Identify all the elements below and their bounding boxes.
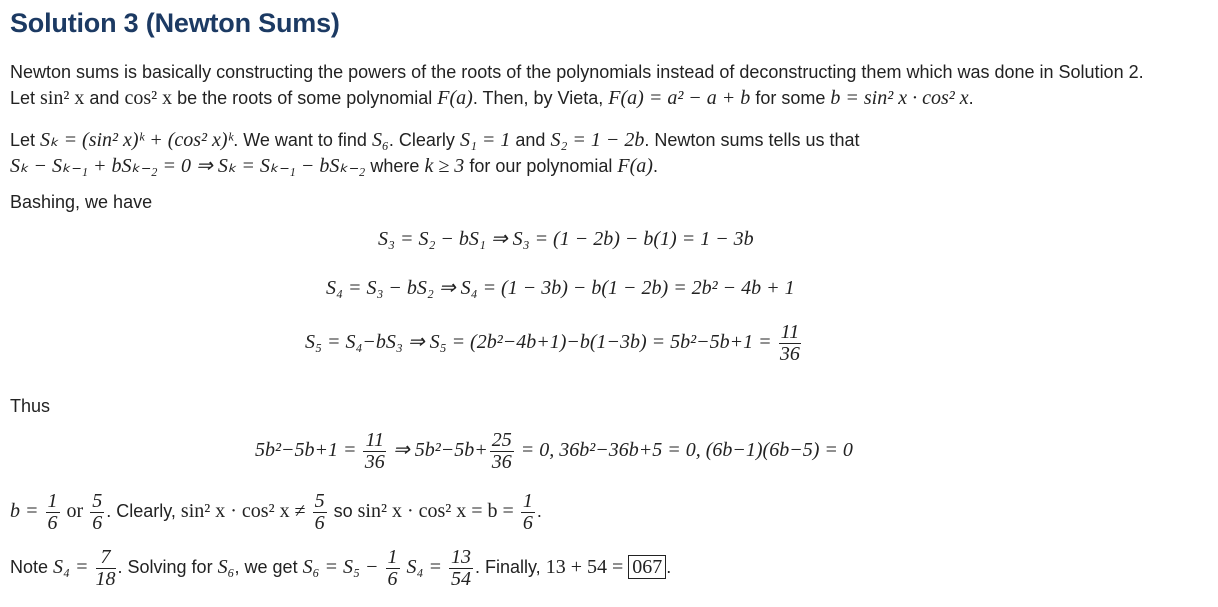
- math-sin-cos-eq-b: sin² x · cos² x = b =: [357, 500, 514, 522]
- numerator: 1: [387, 545, 398, 568]
- fraction-1-6: [386, 547, 400, 590]
- numerator: 11: [365, 429, 384, 451]
- numerator: 1: [47, 489, 58, 512]
- math-s4-term: S₄ =: [406, 556, 442, 578]
- denominator: 54: [451, 567, 471, 590]
- math-s6: S₆: [217, 556, 235, 578]
- math-sin-squared: sin² x: [40, 87, 85, 109]
- equation-quadratic-rhs: = 0, 36b²−36b+5 = 0, (6b−1)(6b−5) = 0: [520, 439, 853, 462]
- math-b-equals: b =: [10, 500, 39, 522]
- text: . Then, by Vieta,: [472, 88, 604, 108]
- fraction-13-54: [449, 547, 473, 590]
- math-or: or: [66, 500, 84, 522]
- paragraph-b-values: [10, 490, 542, 534]
- math-s4-equals: S₄ =: [53, 556, 89, 578]
- text: so: [333, 501, 353, 521]
- numerator: 13: [451, 545, 471, 568]
- text: for our polynomial: [469, 156, 613, 176]
- math-sin-cos-neq: sin² x · cos² x ≠: [180, 500, 306, 522]
- math-polynomial: F(a): [617, 155, 653, 177]
- fraction-25-36: [490, 430, 514, 473]
- denominator: 6: [92, 511, 103, 534]
- numerator: 1: [522, 489, 533, 512]
- text: be the roots of some polynomial: [177, 88, 433, 108]
- numerator: 11: [780, 321, 800, 343]
- text: . Finally,: [475, 557, 541, 577]
- paragraph-newton-line-1: [10, 128, 860, 152]
- fraction-5-6: [90, 491, 104, 534]
- thus-text: Thus: [10, 396, 51, 416]
- math-cos-squared: cos² x: [124, 87, 173, 109]
- numerator: 5: [92, 489, 103, 512]
- math-k-condition: k ≥ 3: [424, 155, 465, 177]
- fraction-7-18: [96, 547, 116, 590]
- equation-s5: [305, 322, 803, 365]
- math-b-definition: b = sin² x · cos² x: [830, 87, 969, 109]
- math-recurrence: Sₖ − Sₖ₋₁ + bSₖ₋₂ = 0 ⇒ Sₖ = Sₖ₋₁ − bSₖ₋₂: [10, 155, 366, 177]
- fraction-11-36: [779, 322, 802, 365]
- text: . Clearly,: [106, 501, 176, 521]
- equation-quadratic-lhs: 5b²−5b+1 =: [255, 439, 357, 462]
- math-vieta-polynomial: F(a) = a² − a + b: [608, 87, 751, 109]
- fraction-5-6: [313, 491, 327, 534]
- denominator: 6: [387, 567, 398, 590]
- math-s6: S₆: [371, 129, 389, 151]
- text: and: [515, 130, 546, 150]
- equation-s4: S₄ = S₃ − bS₂ ⇒ S₄ = (1 − 3b) − b(1 − 2b) = 2b² − 4b + 1: [326, 277, 795, 299]
- denominator: 36: [491, 451, 512, 473]
- equation-s3: S₃ = S₂ − bS₁ ⇒ S₃ = (1 − 2b) − b(1) = 1 − 3b: [378, 228, 754, 250]
- equation-quadratic: [255, 430, 853, 473]
- equation-quadratic-mid: ⇒ 5b²−5b+: [393, 439, 488, 462]
- text: for some: [755, 88, 826, 108]
- math-s1: S₁ = 1: [459, 129, 511, 151]
- denominator: 36: [779, 343, 800, 365]
- numerator: 7: [96, 547, 116, 569]
- math-s6-formula: S₆ = S₅ −: [302, 556, 379, 578]
- paragraph-intro-line-2: [10, 86, 974, 110]
- denominator: 18: [95, 567, 116, 590]
- text: . We want to find: [233, 130, 367, 150]
- bashing-text: Bashing, we have: [10, 192, 153, 212]
- paragraph-intro-line-1: Newton sums is basically constructing the powers of the roots of the polynomials instead of deconstructing them which was done in Solution 2.: [10, 62, 1144, 82]
- math-sum: 13 + 54 =: [545, 556, 624, 578]
- numerator: 25: [491, 429, 512, 451]
- math-polynomial: F(a): [437, 87, 473, 109]
- text: Let: [10, 88, 36, 108]
- solution-heading: Solution 3 (Newton Sums): [10, 8, 340, 38]
- fraction-1-6: [521, 491, 535, 534]
- denominator: 6: [314, 511, 325, 534]
- text: .: [968, 88, 974, 108]
- text: . Solving for: [117, 557, 213, 577]
- denominator: 6: [522, 511, 533, 534]
- text: . Newton sums tells us that: [644, 130, 860, 150]
- fraction-11-36: [363, 430, 386, 473]
- text: Let: [10, 130, 36, 150]
- answer-box: 067: [628, 555, 666, 579]
- denominator: 36: [364, 451, 385, 473]
- text: .: [652, 156, 658, 176]
- text: where: [370, 156, 420, 176]
- text: Note: [10, 557, 49, 577]
- math-sk-definition: Sₖ = (sin² x)ᵏ + (cos² x)ᵏ: [40, 129, 234, 151]
- denominator: 6: [47, 511, 58, 534]
- text: . Clearly: [388, 130, 455, 150]
- text: , we get: [234, 557, 298, 577]
- fraction-1-6: [46, 491, 60, 534]
- paragraph-final: [10, 546, 671, 590]
- numerator: 5: [314, 489, 325, 512]
- paragraph-newton-line-2: [10, 154, 658, 178]
- text: .: [666, 557, 672, 577]
- text: .: [536, 501, 542, 521]
- equation-s5-lhs: S₅ = S₄−bS₃ ⇒ S₅ = (2b²−4b+1)−b(1−3b) = 5b²−5b+1 =: [305, 331, 772, 354]
- text: and: [89, 88, 120, 108]
- math-s2: S₂ = 1 − 2b: [550, 129, 645, 151]
